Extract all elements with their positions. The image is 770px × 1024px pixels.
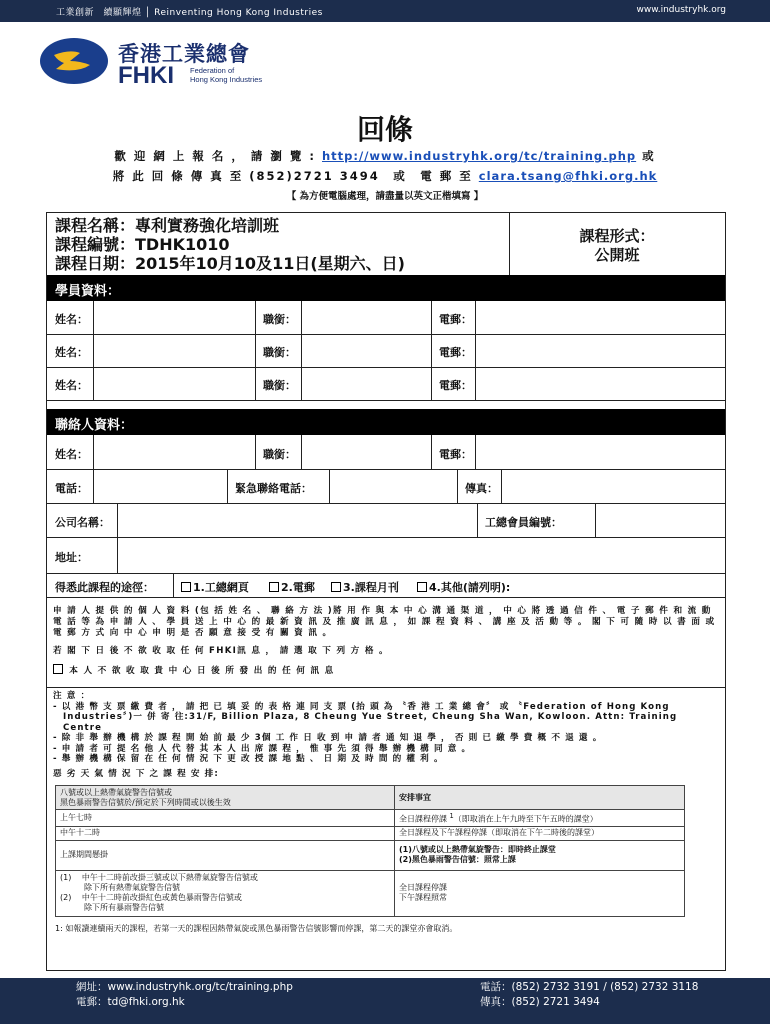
contact-row-address: [47, 537, 725, 574]
table-row: 中午十二時 全日課程及下午課程停課（即取消在下午二時後的課堂）: [56, 826, 685, 840]
footer-phone: 電話：(852) 2732 3191 / (852) 2732 3118: [480, 981, 699, 993]
remark-refund: - 除 非 舉 辦 機 構 於 課 程 開 始 前 最 少 3個 工 作 日 收 到 申 請 者 通 知 退 學 ， 否 則 已 繳 學 費 概 不 退 還 。: [53, 733, 603, 743]
course-info: [47, 213, 725, 276]
fhki-emblem-icon: [40, 38, 108, 84]
name-label: 姓名：: [55, 379, 88, 392]
name-label: 姓名：: [55, 313, 88, 326]
top-url[interactable]: www.industryhk.org: [636, 5, 726, 15]
email-link[interactable]: clara.tsang@fhki.org.hk: [478, 169, 658, 183]
title-label: 職銜：: [263, 313, 296, 326]
source-option-2[interactable]: 2.電郵: [269, 579, 315, 595]
course-format-value: 公開班: [594, 246, 640, 264]
opt-out-instruction: 若 閣 下 日 後 不 欲 收 取 任 何 FHKI訊 息 ， 請 選 取 下 列 方 格 。: [53, 646, 389, 656]
source-label: 得悉此課程的途徑：: [55, 581, 154, 594]
training-link[interactable]: http://www.industryhk.org/tc/training.php: [322, 149, 637, 163]
company-label: 公司名稱：: [55, 516, 110, 529]
footer-fax: 傳真：(852) 2721 3494: [480, 996, 600, 1008]
footer-email[interactable]: 電郵：td@fhki.org.hk: [76, 996, 185, 1008]
intro-line-1: 歡 迎 網 上 報 名 ， 請 瀏 覽 : http://www.industryhk.org/tc/training.php 或: [114, 149, 656, 163]
checkbox-icon[interactable]: [181, 582, 191, 592]
source-row: [47, 573, 725, 598]
weather-heading: 惡 劣 天 氣 情 況 下 之 課 程 安 排:: [53, 768, 219, 779]
table-header-row: 八號或以上熱帶氣旋警告信號或 黑色暴雨警告信號於/預定於下列時間或以後生效 安排事宜: [56, 786, 685, 810]
consent-text: 申 請 人 提 供 的 個 人 資 料 (包 括 姓 名 、 聯 絡 方 法 )將 用 作 與 本 中 心 溝 通 渠 道 ， 中 心 將 透 過 信 件 、 電 子 郵 件 和 流 動 電 話 等 為 申 請 人 、 學 員 送 上 中 心 的 最 新 資 訊 及 推 廣 訊 息 ， 如 課 程 資 料 、 講 座 及 活 動 等 。 閣 下 可 隨 時 以 書 面 或 電 郵 方 式 向 中 心 申 明 是 否 願 意 接 受 有 關 資 訊 。: [53, 606, 716, 638]
email-label: 電郵：: [439, 379, 472, 392]
remarks-section: [47, 687, 725, 779]
top-banner: [0, 0, 770, 22]
weather-arrangement-table: [55, 785, 685, 917]
checkbox-icon[interactable]: [269, 582, 279, 592]
email-label: 電郵：: [439, 313, 472, 326]
contact-title-label: 職銜：: [263, 448, 296, 461]
course-date: 課程日期：2015年10月10及11日(星期六、日): [55, 254, 405, 273]
contact-email-label: 電郵：: [439, 448, 472, 461]
student-row-1: [47, 301, 725, 335]
footer-web[interactable]: 網址：www.industryhk.org/tc/training.php: [76, 981, 293, 993]
title-label: 職銜：: [263, 379, 296, 392]
source-option-3[interactable]: 3.課程月刊: [331, 579, 399, 595]
student-row-2: [47, 334, 725, 368]
opt-out-option[interactable]: 本 人 不 欲 收 取 貴 中 心 日 後 所 發 出 的 任 何 訊 息: [47, 664, 725, 677]
slogan: 工業創新 續顯輝煌 │ Reinventing Hong Kong Industries: [56, 8, 323, 18]
footer: [0, 978, 770, 1024]
intro-line-2: 將 此 回 條 傳 真 至 (852)2721 3494 或 電 郵 至 clara.tsang@fhki.org.hk: [112, 169, 658, 183]
logo-chinese-name: 香港工業總會: [118, 42, 250, 66]
table-row: (1) 中午十二時前改掛三號或以下熱帶氣旋警告信號或 除下所有熱帶氣旋警告信號 (2) 中午十二時前改掛紅色或黃色暴雨警告信號或 除下所有暴雨警告信號 全日課程停課 下午課程照常: [56, 870, 685, 916]
fax-label: 傳真：: [465, 482, 498, 495]
course-name: 課程名稱：專利實務強化培訓班: [55, 216, 280, 235]
contact-row-name: [47, 435, 725, 470]
logo-subtitle: Federation of Hong Kong Industries: [190, 66, 263, 84]
emergency-phone-label: 緊急聯絡電話：: [235, 482, 312, 495]
remark-cheque: - 以 港 幣 支 票 繳 費 者 ， 請 把 已 填 妥 的 表 格 連 同 支 票 (抬 頭 為 〝香 港 工 業 總 會〞 或 〝Federation of Hong Kong Industries〞)一 併 寄 往:31/F, Billion Plaza, 8 Cheung Yue Street, Cheung Sha Wan, Kowloon. Attn: Training Centre: [53, 701, 678, 733]
member-no-label: 工總會員編號：: [485, 516, 562, 529]
contact-row-phone: [47, 469, 725, 504]
contact-band: 聯絡人資料：: [47, 409, 725, 435]
course-format-label: 課程形式：: [579, 227, 655, 245]
logo-english-name: FHKI: [118, 62, 174, 89]
instruction-note: 【 為方便電腦處理，請盡量以英文正楷填寫 】: [286, 191, 484, 202]
title-label: 職銜：: [263, 346, 296, 359]
name-label: 姓名：: [55, 346, 88, 359]
remarks-heading: 注 意 ：: [53, 691, 91, 701]
contact-name-label: 姓名：: [55, 448, 88, 461]
phone-label: 電話：: [55, 482, 88, 495]
source-option-4[interactable]: 4.其他(請列明):: [417, 579, 510, 595]
reply-form: [46, 212, 726, 971]
table-row: 上午七時 全日課程停課 $^1$（即取消在上午九時至下午五時的課堂）: [56, 810, 685, 827]
student-row-3: [47, 367, 725, 401]
email-label: 電郵：: [439, 346, 472, 359]
address-label: 地址：: [55, 551, 88, 564]
fhki-logo: [40, 38, 280, 88]
students-band: 學員資料：: [47, 275, 725, 301]
checkbox-icon[interactable]: [53, 664, 63, 674]
privacy-consent: [47, 597, 725, 688]
remark-rights: - 舉 辦 機 構 保 留 在 任 何 情 況 下 更 改 授 課 地 點 、 日 期 及 時 間 的 權 利 。: [53, 754, 444, 764]
contact-row-company: [47, 503, 725, 538]
source-option-1[interactable]: 1.工總網頁: [181, 579, 249, 595]
course-code: 課程編號：TDHK1010: [55, 235, 230, 254]
footnote: 1: 如報讀連續兩天的課程，若第一天的課程因熱帶氣旋或黑色暴雨警告信號影響而停課，第二天的課堂亦會取消。: [55, 924, 458, 933]
checkbox-icon[interactable]: [331, 582, 341, 592]
table-row: 上課期間懸掛 (1)八號或以上熱帶氣旋警告：即時終止課堂 (2)黑色暴雨警告信號：照常上課: [56, 840, 685, 870]
page-title: 回條: [356, 113, 413, 146]
checkbox-icon[interactable]: [417, 582, 427, 592]
remark-substitute: - 申 請 者 可 提 名 他 人 代 替 其 本 人 出 席 課 程 ， 惟 事 先 須 得 舉 辦 機 構 同 意 。: [53, 743, 472, 754]
